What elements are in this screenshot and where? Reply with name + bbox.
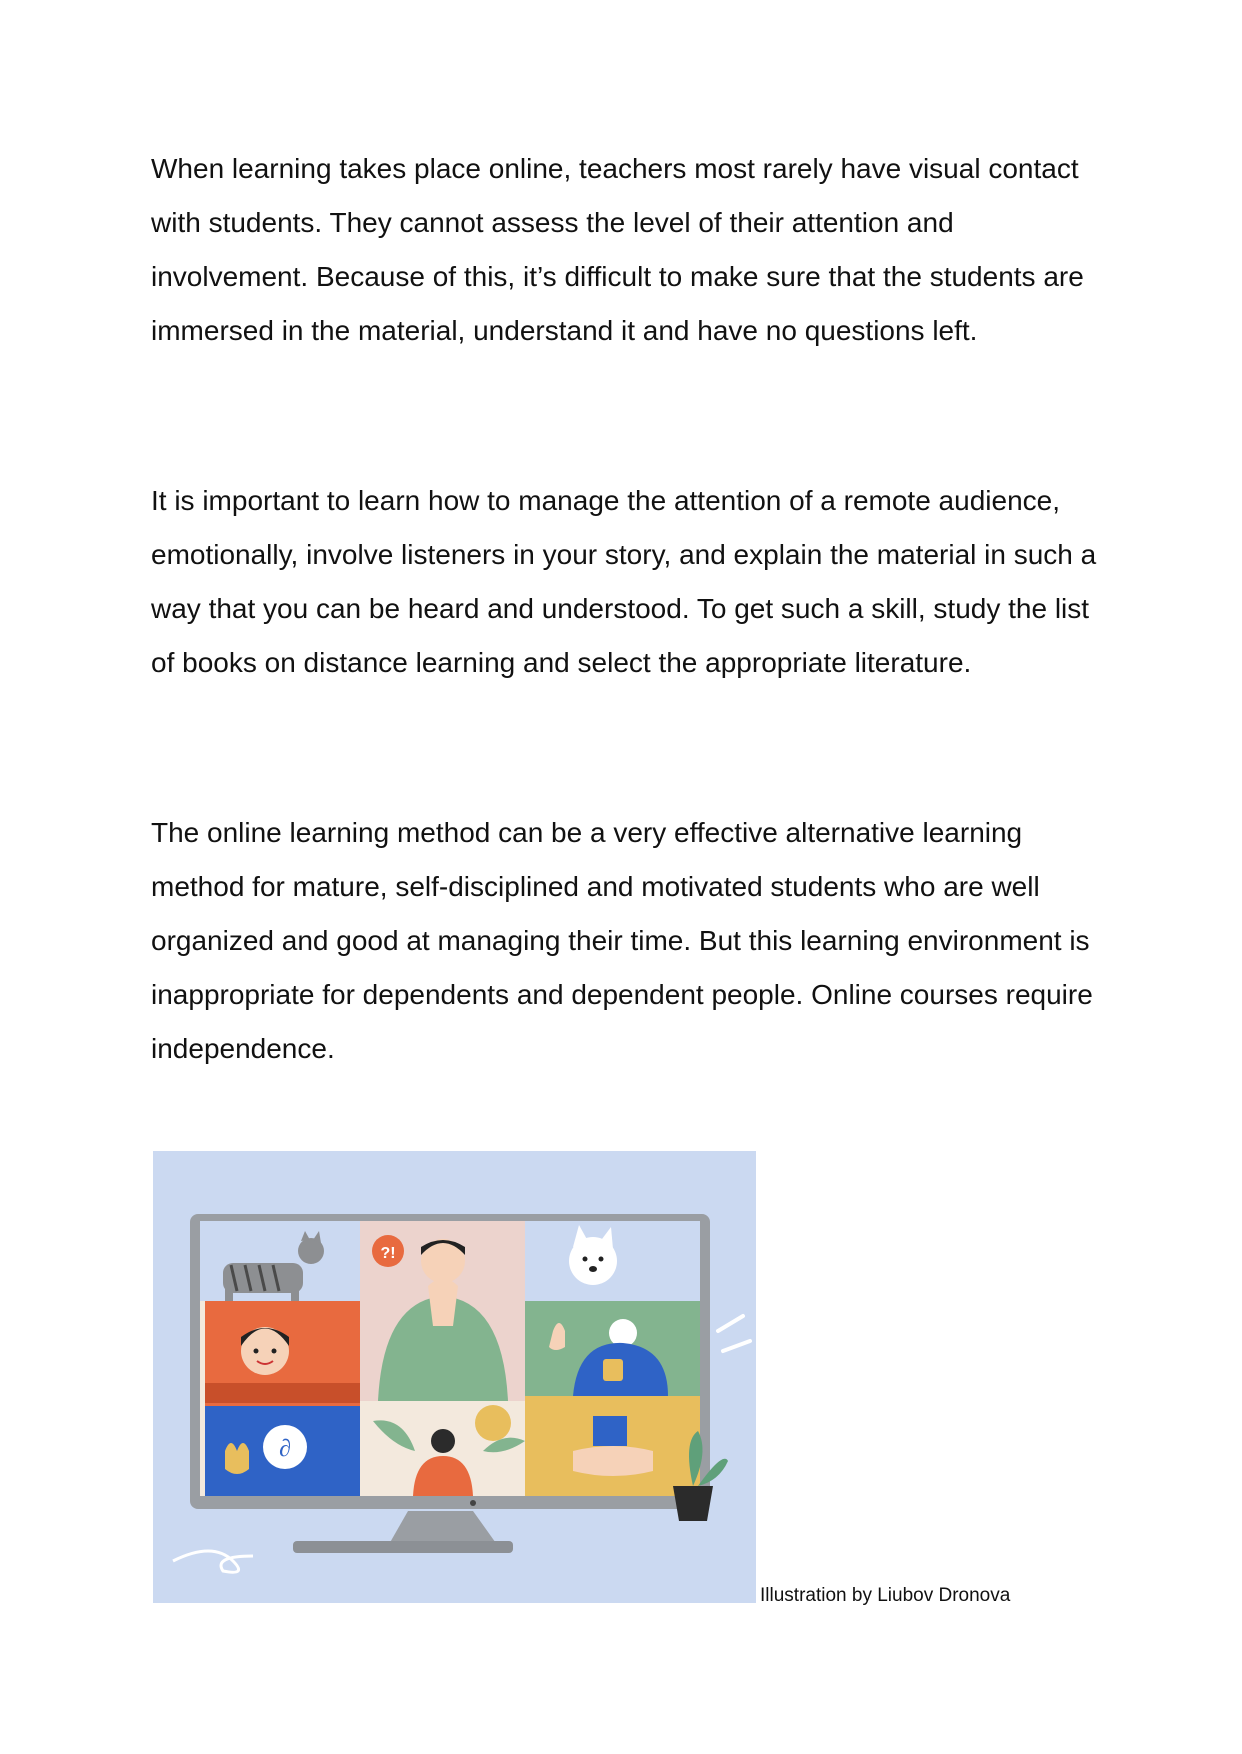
dog-nose (589, 1266, 597, 1272)
coffee-cup-icon (603, 1359, 623, 1381)
woman-head (431, 1429, 455, 1453)
girl-desk (205, 1383, 360, 1403)
illustration-caption: Illustration by Liubov Dronova (760, 1585, 1011, 1606)
dog-eye (583, 1257, 588, 1262)
paragraph-1: When learning takes place online, teachers most rarely have visual contact with students. They cannot assess the level of their attention and involvement. Because of this, it’s difficult to make sure that the students are immersed in the material, understand it and have no questions left. (151, 153, 1084, 346)
blocks-hand (573, 1446, 653, 1476)
speech-bubble-text: ?! (380, 1245, 396, 1262)
toy-block-icon (593, 1416, 627, 1446)
dog-eye-2 (599, 1257, 604, 1262)
sun-icon (475, 1405, 511, 1441)
man-hands (428, 1279, 458, 1327)
paragraph-2: It is important to learn how to manage the attention of a remote audience, emotionally, involve listeners in your story, and explain the material in such a way that you can be heard and understood. To get such a skill, study the list of books on distance learning and select the appropriate literature. (151, 485, 1097, 678)
wave-person-hat (609, 1319, 637, 1347)
plant-pot (673, 1486, 713, 1521)
paragraph-3: The online learning method can be a very effective alternative learning method for mature, self-disciplined and motivated students who are well organized and good at managing their time. But this learning environment is inappropriate for dependents and dependent people. Online courses require independence. (151, 817, 1093, 1064)
girl-eye (254, 1349, 259, 1354)
monitor-camera-dot (470, 1500, 476, 1506)
monitor-base (293, 1541, 513, 1553)
girl-eye-2 (272, 1349, 277, 1354)
logo-mark: ∂ (279, 1436, 291, 1462)
video-call-illustration (153, 1151, 756, 1603)
